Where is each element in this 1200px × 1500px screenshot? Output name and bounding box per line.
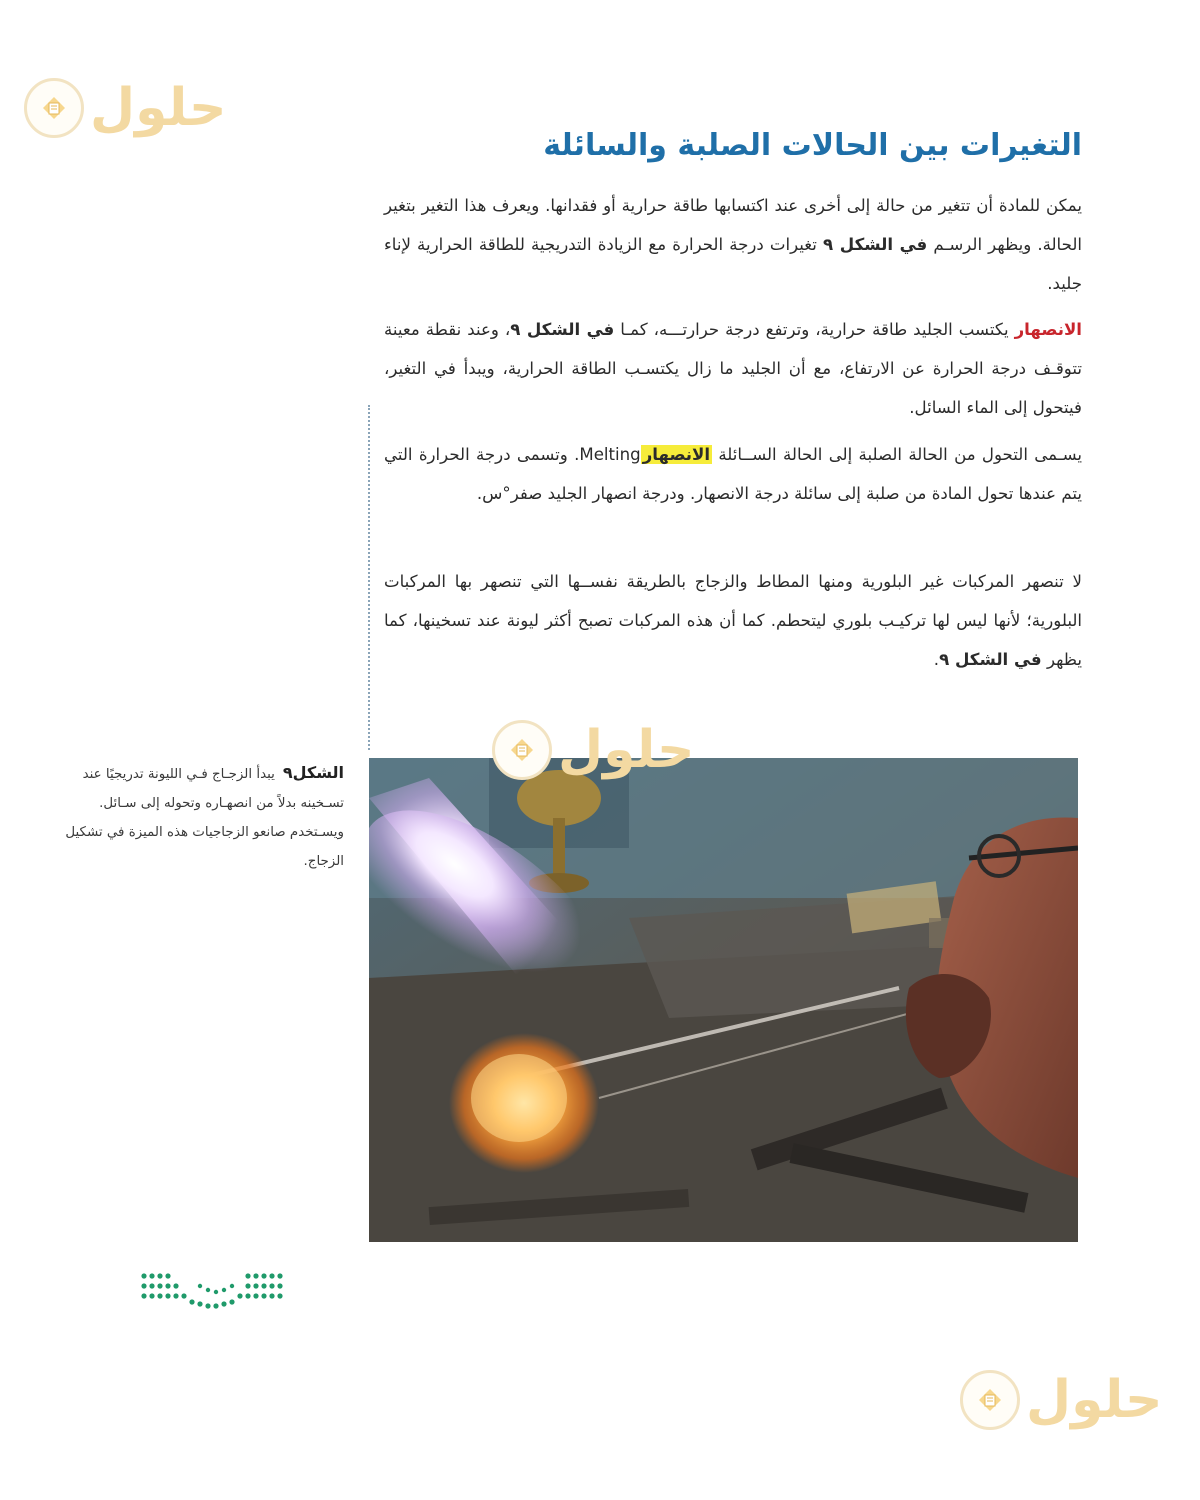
watermark-center [492, 720, 694, 780]
paragraph-2 [384, 310, 1082, 427]
paragraph-3-text-b: . وتسمى درجة الحرارة التي يتم عندها تحول المادة من صلبة إلى سائلة درجة الانصهار. ودرجة انصهار الجليد صفر°س. [384, 445, 1082, 503]
glassblowing-photo [369, 758, 1078, 1242]
watermark-text: حلول [1026, 1370, 1163, 1430]
book-circle-icon [492, 720, 552, 780]
figure-reference: في الشكل ٩ [510, 320, 615, 339]
paragraph-4 [384, 562, 1082, 679]
paragraph-2-text-b: ، وعند نقطة معينة تتوقـف درجة الحرارة عن الارتفاع، مع أن الجليد ما زال يكتسـب الطاقة الحرارية، ويبدأ في التغير، فيتحول إلى الماء السائل. [384, 320, 1082, 417]
watermark-top-left [24, 78, 226, 138]
figure-reference: في الشكل ٩ [939, 650, 1042, 669]
paragraph-1-text-a: يمكن للمادة أن تتغير من حالة إلى أخرى عند اكتسابها طاقة حرارية أو فقدانها. ويعرف هذا التغير بتغير الحالة. ويظهر الرسـم [384, 196, 1082, 254]
melting-term-red: الانصهار [1014, 320, 1082, 339]
figure-reference: في الشكل ٩ [823, 235, 928, 254]
page-title: التغيرات بين الحالات الصلبة والسائلة [543, 128, 1082, 163]
melting-term-highlight: الانصهار [642, 445, 711, 464]
watermark-text: حلول [90, 78, 227, 138]
paragraph-4-text-a: لا تنصهر المركبات غير البلورية ومنها المطاط والزجاج بالطريقة نفســها التي تنصهر بها المركبات البلورية؛ لأنها ليس لها تركيـب بلوري ليتحطم. كما أن هذه المركبات تصبح أكثر ليونة عند تسخينها، كما يظهر [384, 572, 1082, 669]
paragraph-1 [384, 186, 1082, 303]
paragraph-1-text-b: تغيرات درجة الحرارة مع الزيادة التدريجية للطاقة الحرارية لإناء جليد. [384, 235, 1082, 293]
margin-divider [368, 405, 370, 750]
figure-label: الشكل٩ [282, 763, 344, 782]
paragraph-4-text-b: . [933, 650, 940, 669]
melting-english-term: Melting [579, 445, 641, 464]
figure-caption-text: يبدأ الزجـاج فـي الليونة تدريجيًا عند تسـخينه بدلاً من انصهـاره وتحوله إلى سـائل. ويسـتخدم صانعو الزجاجيات هذه الميزة في تشكيل الزجاج. [65, 767, 344, 869]
watermark-bottom-right [960, 1370, 1162, 1430]
figure-caption [54, 758, 344, 876]
paragraph-3-text-a: يسـمى التحول من الحالة الصلبة إلى الحالة الســائلة [712, 445, 1082, 464]
watermark-text: حلول [558, 720, 695, 780]
paragraph-2-text-a: يكتسب الجليد طاقة حرارية، وترتفع درجة حرارتـــه، كمـا [614, 320, 1015, 339]
book-circle-icon [24, 78, 84, 138]
book-circle-icon [960, 1370, 1020, 1430]
paragraph-3 [384, 435, 1082, 513]
dotted-ministry-logo-icon [140, 1270, 288, 1314]
